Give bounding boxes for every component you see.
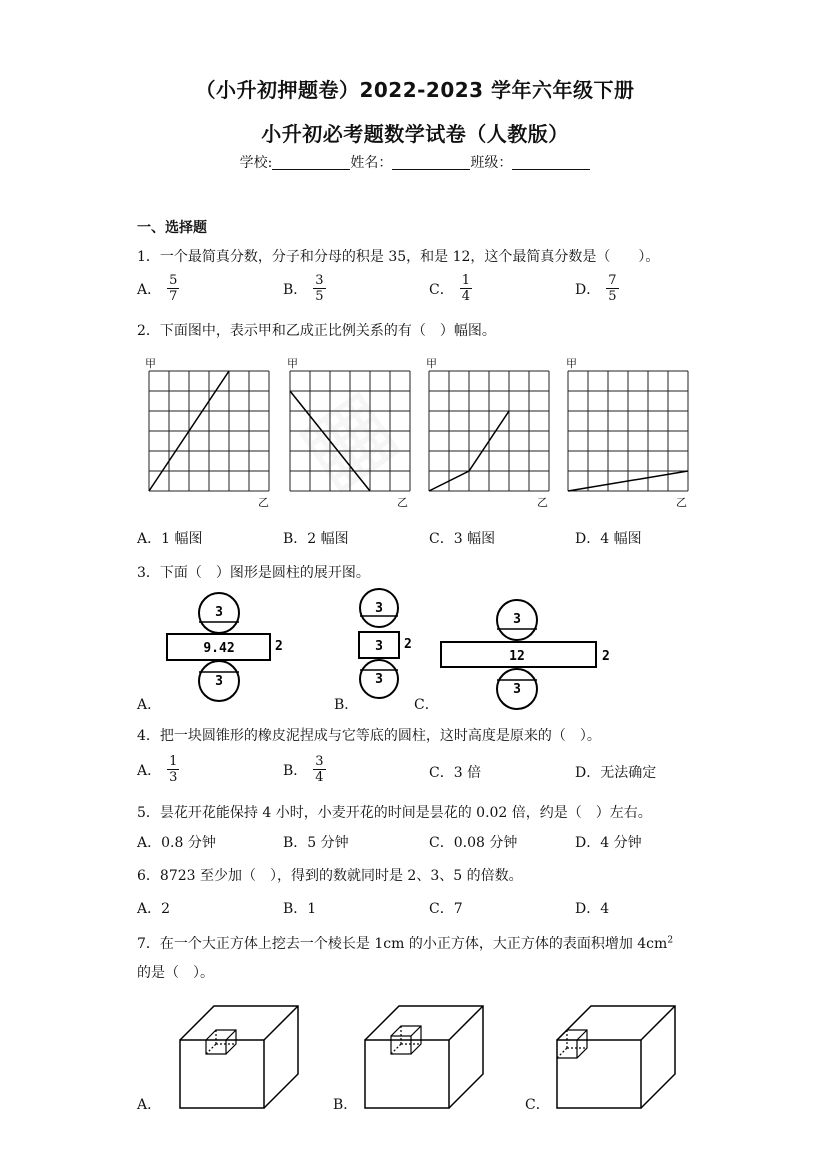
q2-option-a[interactable]: A．1 幅图 bbox=[137, 531, 203, 547]
q1-option-a-fraction bbox=[167, 273, 179, 304]
graph1-x-label: 乙 bbox=[258, 496, 269, 509]
q1-option-d-fraction bbox=[606, 273, 618, 304]
q4-option-b-label: B． bbox=[283, 762, 308, 779]
q4-option-a[interactable] bbox=[137, 754, 179, 785]
school-label: 学校: bbox=[239, 155, 273, 171]
q5-option-a[interactable]: A．0.8 分钟 bbox=[137, 835, 216, 851]
q3-figure-c bbox=[437, 598, 617, 718]
figc-bottom-label: 3 bbox=[513, 682, 521, 697]
question-7-text-line1 bbox=[137, 933, 673, 953]
q7-superscript: 2 bbox=[667, 935, 674, 946]
q1-a-num: 5 bbox=[169, 273, 178, 288]
q5-option-d[interactable]: D．4 分钟 bbox=[575, 835, 642, 851]
graph3-x-label: 乙 bbox=[537, 496, 548, 509]
q1-c-den: 4 bbox=[461, 289, 470, 304]
paper-title-line1: （小升初押题卷）2022-2023 学年六年级下册 bbox=[195, 78, 635, 102]
q2-option-c[interactable]: C．3 幅图 bbox=[429, 531, 496, 547]
school-blank[interactable] bbox=[272, 155, 350, 170]
q7-cube-b bbox=[363, 1004, 495, 1112]
q4-option-b[interactable] bbox=[283, 754, 326, 785]
graph4-x-label: 乙 bbox=[676, 496, 687, 509]
q1-option-a[interactable] bbox=[137, 273, 179, 304]
q7-option-c[interactable]: C． bbox=[525, 1097, 550, 1113]
q1-b-num: 3 bbox=[315, 273, 324, 288]
class-blank[interactable] bbox=[512, 155, 590, 170]
question-1-text: 1．一个最简真分数，分子和分母的积是 35，和是 12，这个最简真分数是（ ）。 bbox=[137, 249, 660, 265]
figa-height-label: 2 bbox=[275, 639, 283, 654]
q1-option-d-label: D． bbox=[575, 281, 601, 298]
graph4-grid bbox=[568, 371, 688, 491]
graph2-grid bbox=[290, 371, 410, 491]
q6-option-d[interactable]: D．4 bbox=[575, 901, 610, 917]
graph4-proportion-chart bbox=[567, 370, 689, 492]
question-5-text: 5．昙花开花能保持 4 小时，小麦开花的时间是昙花的 0.02 倍，约是（ ）左右。 bbox=[137, 805, 652, 821]
q4-option-c[interactable]: C．3 倍 bbox=[429, 765, 482, 781]
figb-height-label: 2 bbox=[404, 637, 412, 652]
question-3-text: 3．下面（ ）图形是圆柱的展开图。 bbox=[137, 565, 370, 581]
graph3-grid bbox=[429, 371, 549, 491]
q3-option-a[interactable]: A． bbox=[137, 697, 162, 713]
q1-option-b[interactable] bbox=[283, 273, 326, 304]
figb-top-label: 3 bbox=[375, 601, 383, 616]
q4-b-den: 4 bbox=[315, 770, 324, 785]
q1-option-b-label: B． bbox=[283, 281, 308, 298]
name-blank[interactable] bbox=[392, 155, 470, 170]
student-info-line bbox=[0, 152, 830, 172]
question-7-text-line2: 的是（ ）。 bbox=[137, 965, 214, 981]
q5-option-b[interactable]: B．5 分钟 bbox=[283, 835, 349, 851]
question-4-text: 4．把一块圆锥形的橡皮泥捏成与它等底的圆柱，这时高度是原来的（ ）。 bbox=[137, 728, 601, 744]
graph3-proportion-chart bbox=[428, 370, 550, 492]
q1-option-d[interactable] bbox=[575, 273, 619, 304]
q3-figure-b bbox=[352, 588, 422, 714]
q1-d-num: 7 bbox=[608, 273, 617, 288]
q7-cube-a bbox=[178, 1002, 310, 1110]
q4-option-a-fraction bbox=[167, 754, 179, 785]
figc-top-label: 3 bbox=[513, 612, 521, 627]
q6-option-a[interactable]: A．2 bbox=[137, 901, 171, 917]
question-6-text: 6．8723 至少加（ ），得到的数就同时是 2、3、5 的倍数。 bbox=[137, 868, 523, 884]
figb-bottom-label: 3 bbox=[375, 672, 383, 687]
figc-rect-label: 12 bbox=[509, 649, 525, 664]
figa-top-label: 3 bbox=[215, 605, 223, 620]
q7-option-b[interactable]: B． bbox=[333, 1097, 358, 1113]
figb-rect-label: 3 bbox=[375, 639, 383, 654]
q7-line1-content: 7．在一个大正方体上挖去一个棱长是 1cm 的小正方体，大正方体的表面积增加 4cm bbox=[137, 936, 668, 952]
q1-option-c-label: C． bbox=[429, 281, 454, 298]
q1-a-den: 7 bbox=[169, 289, 178, 304]
q4-option-d[interactable]: D．无法确定 bbox=[575, 765, 657, 781]
q1-b-den: 5 bbox=[315, 289, 324, 304]
q7-cube-c bbox=[555, 1004, 687, 1112]
graph1-proportion-chart bbox=[148, 370, 270, 492]
q1-c-num: 1 bbox=[461, 273, 470, 288]
q2-option-d[interactable]: D．4 幅图 bbox=[575, 531, 642, 547]
graph2-y-label: 甲 bbox=[287, 357, 298, 370]
figa-rect-label: 9.42 bbox=[203, 641, 235, 656]
q7-option-a[interactable]: A． bbox=[137, 1097, 162, 1113]
q4-option-b-fraction bbox=[313, 754, 325, 785]
q5-option-c[interactable]: C．0.08 分钟 bbox=[429, 835, 518, 851]
q4-a-num: 1 bbox=[169, 754, 178, 769]
graph4-y-label: 甲 bbox=[566, 357, 577, 370]
graph1-grid bbox=[149, 371, 269, 491]
q1-option-a-label: A． bbox=[137, 281, 162, 298]
q1-option-c[interactable] bbox=[429, 273, 472, 304]
q4-option-a-label: A． bbox=[137, 762, 162, 779]
q3-option-c[interactable]: C． bbox=[414, 697, 439, 713]
section-title: 一、选择题 bbox=[137, 220, 207, 236]
q1-d-den: 5 bbox=[608, 289, 617, 304]
graph2-proportion-chart bbox=[289, 370, 411, 492]
q6-option-b[interactable]: B．1 bbox=[283, 901, 317, 917]
q4-b-num: 3 bbox=[315, 754, 324, 769]
paper-title-line2: 小升初必考题数学试卷（人教版） bbox=[261, 122, 569, 146]
graph2-x-label: 乙 bbox=[397, 496, 408, 509]
class-label: 班级： bbox=[470, 155, 513, 171]
question-2-text: 2．下面图中，表示甲和乙成正比例关系的有（ ）幅图。 bbox=[137, 323, 496, 339]
name-label: 姓名： bbox=[350, 155, 393, 171]
figc-height-label: 2 bbox=[602, 649, 610, 664]
graph3-y-label: 甲 bbox=[426, 357, 437, 370]
q4-a-den: 3 bbox=[169, 770, 178, 785]
q3-figure-a bbox=[162, 588, 292, 714]
q3-option-b[interactable]: B． bbox=[334, 697, 359, 713]
q1-option-c-fraction bbox=[460, 273, 472, 304]
q6-option-c[interactable]: C．7 bbox=[429, 901, 463, 917]
figa-bottom-label: 3 bbox=[215, 674, 223, 689]
q1-option-b-fraction bbox=[313, 273, 325, 304]
q2-option-b[interactable]: B．2 幅图 bbox=[283, 531, 349, 547]
graph1-y-label: 甲 bbox=[145, 357, 156, 370]
